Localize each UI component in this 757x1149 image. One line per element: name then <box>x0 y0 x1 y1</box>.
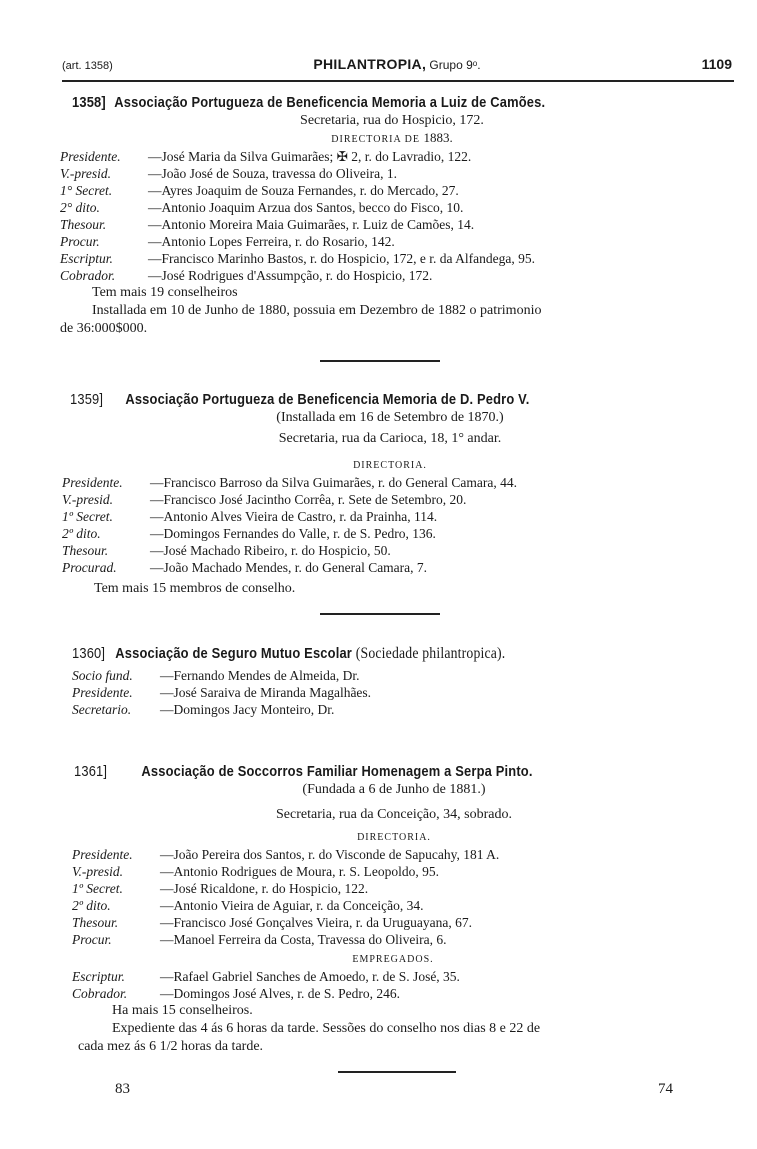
note: Tem mais 15 membros de conselho. <box>94 581 296 596</box>
member-details: —Francisco Marinho Bastos, r. do Hospicio, 172, e r. da Alfandega, 95. <box>148 251 535 266</box>
member-role: Presidente. <box>60 149 121 164</box>
member-details: —José Ricaldone, r. do Hospicio, 122. <box>160 881 369 896</box>
member-row <box>60 199 712 216</box>
member-details: —João Machado Mendes, r. do General Camara, 7. <box>150 560 428 575</box>
member-details: —Rafael Gabriel Sanches de Amoedo, r. de S. José, 35. <box>160 969 460 984</box>
directory-heading <box>72 130 712 148</box>
member-role: 2º dito. <box>62 526 101 541</box>
text: 1360] <box>72 645 106 662</box>
entry-1361 <box>74 763 714 1056</box>
member-row <box>72 897 714 914</box>
member-details: —Antonio Moreira Maia Guimarães, r. Luiz de Camões, 14. <box>148 217 475 232</box>
member-role: Presidente. <box>72 685 133 700</box>
member-details: —Domingos Jacy Monteiro, Dr. <box>160 702 335 717</box>
text: 1361] <box>74 763 108 780</box>
employee-row <box>72 985 714 1002</box>
member-details: —Domingos José Alves, r. de S. Pedro, 246. <box>160 986 401 1001</box>
separator-rule <box>320 360 440 362</box>
entry-title <box>74 763 624 780</box>
member-details: —José Saraiva de Miranda Magalhães. <box>160 685 372 700</box>
text: (Sociedade philantropica). <box>355 645 506 662</box>
text: Associação de Soccorros Familiar Homenagem a Serpa Pinto. <box>141 763 533 780</box>
member-role: 1º Secret. <box>72 881 123 896</box>
text: DIRECTORIA DE <box>331 134 420 145</box>
member-role: Escriptur. <box>72 969 125 984</box>
member-role: Procurad. <box>62 560 117 575</box>
member-row <box>60 233 712 250</box>
text: Grupo 9ᵒ. <box>429 58 481 72</box>
text: 1883. <box>423 130 453 145</box>
header-rule <box>62 80 734 82</box>
member-role: Secretario. <box>72 702 132 717</box>
member-role: Socio fund. <box>72 668 133 683</box>
employees-heading: EMPREGADOS. <box>352 954 434 965</box>
member-row <box>60 216 712 233</box>
signature-mark-left: 83 <box>115 1081 130 1097</box>
member-role: Procur. <box>72 932 112 947</box>
member-role: V.-presid. <box>62 492 114 507</box>
member-role: Thesour. <box>72 915 119 930</box>
member-row <box>60 148 712 165</box>
member-row <box>72 846 714 863</box>
member-row <box>72 880 714 897</box>
note: cada mez ás 6 1/2 horas da tarde. <box>78 1039 264 1054</box>
running-head <box>62 56 732 78</box>
entry-title <box>72 94 622 111</box>
text: 1359] <box>70 391 104 408</box>
member-details: —João José de Souza, travessa do Oliveira, 1. <box>148 166 397 181</box>
section-title <box>62 56 732 73</box>
member-role: Cobrador. <box>72 986 128 1001</box>
member-role: 2º dito. <box>72 898 111 913</box>
article-range: (art. 1358) <box>62 60 113 72</box>
member-row <box>60 165 712 182</box>
member-details: —Francisco José Gonçalves Vieira, r. da Uruguayana, 67. <box>160 915 472 930</box>
member-row <box>72 684 712 701</box>
member-details: —Fernando Mendes de Almeida, Dr. <box>160 668 360 683</box>
separator-rule <box>338 1071 456 1073</box>
member-row <box>72 667 712 684</box>
member-row <box>62 474 710 491</box>
member-row <box>72 931 714 948</box>
text: Associação Portugueza de Beneficencia Memoria a Luiz de Camões. <box>114 94 546 111</box>
address-line: Secretaria, rua do Hospicio, 172. <box>300 113 484 128</box>
member-details: —Francisco Barroso da Silva Guimarães, r. do General Camara, 44. <box>150 475 518 490</box>
employee-row <box>72 968 714 985</box>
member-row <box>62 525 710 542</box>
member-details: —Francisco José Jacintho Corrêa, r. Sete de Setembro, 20. <box>150 492 467 507</box>
member-details: —Antonio Vieira de Aguiar, r. da Conceição, 34. <box>160 898 424 913</box>
address-line: Secretaria, rua da Carioca, 18, 1° andar. <box>278 431 502 446</box>
member-details: —José Maria da Silva Guimarães; ✠ 2, r. do Lavradio, 122. <box>148 149 472 164</box>
member-row <box>72 701 712 718</box>
member-role: Thesour. <box>60 217 107 232</box>
address-line: Secretaria, rua da Conceição, 34, sobrado. <box>276 807 512 822</box>
entry-title <box>70 391 620 408</box>
note: de 36:000$000. <box>60 321 148 336</box>
member-details: —Antonio Rodrigues de Moura, r. S. Leopoldo, 95. <box>160 864 439 879</box>
member-role: V.-presid. <box>72 864 124 879</box>
entry-title <box>72 645 622 663</box>
text: Associação de Seguro Mutuo Escolar <box>115 645 352 662</box>
member-row <box>62 559 710 576</box>
member-row <box>60 267 712 284</box>
member-details: —José Machado Ribeiro, r. do Hospicio, 50. <box>150 543 391 558</box>
member-role: Escriptur. <box>60 251 113 266</box>
page-number: 1109 <box>701 56 732 72</box>
member-details: —Manoel Ferreira da Costa, Travessa do Oliveira, 6. <box>160 932 447 947</box>
note: Expediente das 4 ás 6 horas da tarde. Sessões do conselho nos dias 8 e 22 de <box>112 1021 541 1036</box>
member-role: Thesour. <box>62 543 109 558</box>
member-details: —Antonio Alves Vieira de Castro, r. da Prainha, 114. <box>150 509 438 524</box>
member-details: —Antonio Lopes Ferreira, r. do Rosario, 142. <box>148 234 395 249</box>
text: 1358] <box>72 94 106 111</box>
member-row <box>72 914 714 931</box>
member-row <box>60 182 712 199</box>
note: Tem mais 19 conselheiros <box>92 285 238 300</box>
entry-1358 <box>60 94 712 338</box>
member-details: —José Rodrigues d'Assumpção, r. do Hospicio, 172. <box>148 268 433 283</box>
text: Associação Portugueza de Beneficencia Memoria de D. Pedro V. <box>125 391 530 408</box>
member-details: —Domingos Fernandes do Valle, r. de S. Pedro, 136. <box>150 526 436 541</box>
signature-mark-right: 74 <box>658 1081 673 1097</box>
directory-heading: DIRECTORIA. <box>357 832 431 843</box>
entry-1360 <box>72 645 712 718</box>
member-row <box>72 863 714 880</box>
member-row <box>62 491 710 508</box>
founding-line: (Installada em 16 de Setembro de 1870.) <box>276 410 504 425</box>
member-row <box>60 250 712 267</box>
member-role: Procur. <box>60 234 100 249</box>
directory-heading: DIRECTORIA. <box>353 460 427 471</box>
member-role: 2° dito. <box>60 200 100 215</box>
member-details: —João Pereira dos Santos, r. do Visconde de Sapucahy, 181 A. <box>160 847 500 862</box>
founding-line: (Fundada a 6 de Junho de 1881.) <box>302 782 486 797</box>
text: PHILANTROPIA, <box>313 56 427 72</box>
separator-rule <box>320 613 440 615</box>
member-details: —Antonio Joaquim Arzua dos Santos, becco do Fisco, 10. <box>148 200 464 215</box>
member-role: 1º Secret. <box>62 509 113 524</box>
member-row <box>62 542 710 559</box>
member-details: —Ayres Joaquim de Souza Fernandes, r. do Mercado, 27. <box>148 183 459 198</box>
entry-1359 <box>62 391 710 598</box>
note: Installada em 10 de Junho de 1880, possuia em Dezembro de 1882 o patrimonio <box>92 303 542 318</box>
member-role: 1° Secret. <box>60 183 113 198</box>
member-role: Cobrador. <box>60 268 116 283</box>
member-row <box>62 508 710 525</box>
member-role: V.-presid. <box>60 166 112 181</box>
note: Ha mais 15 conselheiros. <box>112 1003 253 1018</box>
member-role: Presidente. <box>62 475 123 490</box>
member-role: Presidente. <box>72 847 133 862</box>
